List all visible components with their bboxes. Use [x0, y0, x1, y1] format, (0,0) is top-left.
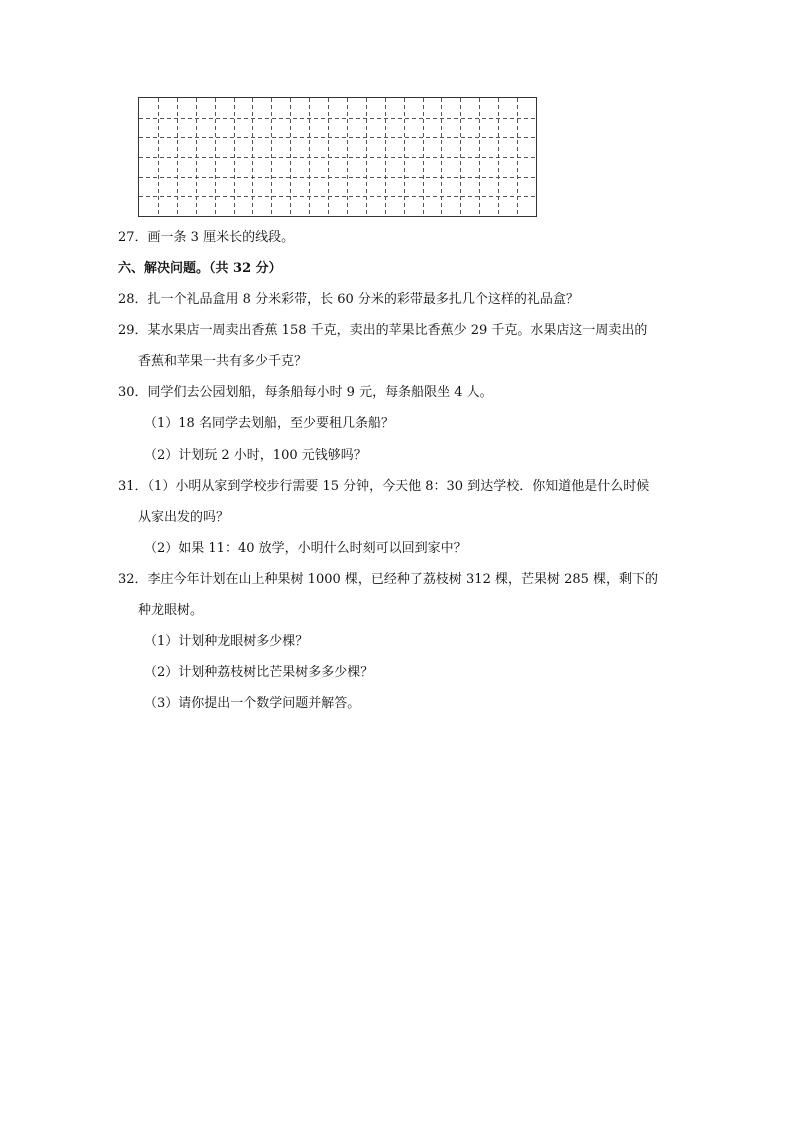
question-27: 27．画一条 3 厘米长的线段。 [118, 230, 295, 245]
question-30-part-2: （2）计划玩 2 小时，100 元钱够吗？ [144, 448, 367, 463]
question-29-line-1: 29．某水果店一周卖出香蕉 158 千克，卖出的苹果比香蕉少 29 千克。水果店这一周卖出的 [118, 323, 648, 338]
question-32-line-1: 32．李庄今年计划在山上种果树 1000 棵，已经种了荔枝树 312 棵，芒果树 285 棵，剩下的 [118, 572, 659, 587]
dashed-drawing-grid [138, 97, 537, 217]
question-32-part-3: （3）请你提出一个数学问题并解答。 [144, 696, 361, 711]
question-32-part-1: （1）计划种龙眼树多少棵？ [144, 634, 309, 649]
question-28: 28．扎一个礼品盒用 8 分米彩带，长 60 分米的彩带最多扎几个这样的礼品盒？ [118, 292, 579, 307]
question-32-part-2: （2）计划种荔枝树比芒果树多多少棵？ [144, 665, 374, 680]
question-29-line-2: 香蕉和苹果一共有多少千克？ [138, 354, 308, 369]
section-heading-6: 六、解决问题。（共 32 分） [118, 261, 282, 276]
question-32-line-2: 种龙眼树。 [138, 603, 204, 618]
question-31-part-2: （2）如果 11：40 放学，小明什么时刻可以回到家中？ [144, 541, 467, 556]
question-31-line-1: 31．（1）小明从家到学校步行需要 15 分钟，今天他 8：30 到达学校．你知道他是什么时候 [118, 479, 650, 494]
question-30-part-1: （1）18 名同学去划船，至少要租几条船？ [144, 416, 394, 431]
question-31-line-2: 从家出发的吗？ [138, 510, 230, 525]
grid-lines [139, 98, 538, 218]
question-30: 30．同学们去公园划船，每条船每小时 9 元，每条船限坐 4 人。 [118, 385, 493, 400]
